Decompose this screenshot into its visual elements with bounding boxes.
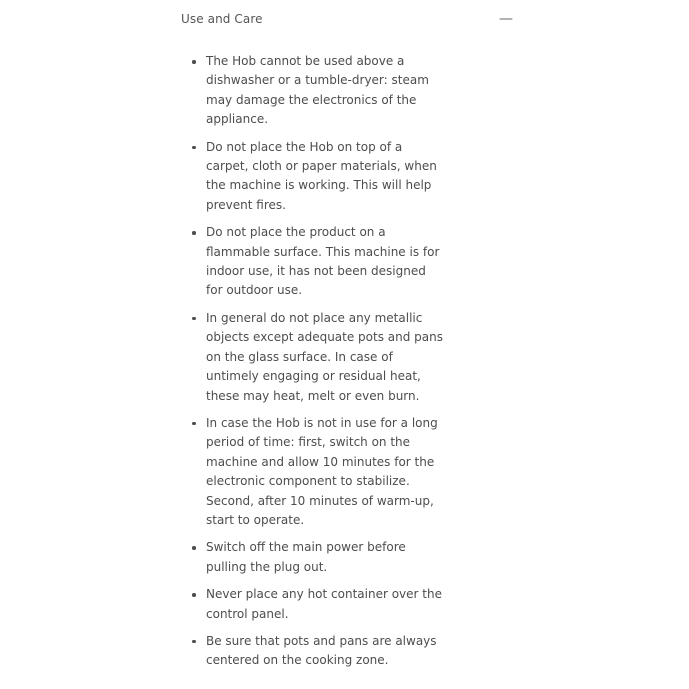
list-item: Do not place the Hob on top of a carpet, cloth or paper materials, when the machine is working. This will help prevent fires. [190,138,446,216]
list-item: In case the Hob is not in use for a long period of time: first, switch on the machine and allow 10 minutes for the electronic component to stabilize. Second, after 10 minutes of warm-up, start to operate. [190,414,446,530]
section-title: Use and Care [181,12,263,26]
list-item: Be sure that pots and pans are always centered on the cooking zone. [190,632,446,671]
list-item: Switch off the main power before pulling the plug out. [190,538,446,577]
list-item: In general do not place any metallic objects except adequate pots and pans on the glass surface. In case of untimely engaging or residual heat, these may heat, melt or even burn. [190,309,446,406]
accordion-content [181,38,516,671]
list-item: Never place any hot container over the control panel. [190,585,446,624]
minus-icon[interactable]: — [499,11,513,27]
list-item: Do not place the product on a flammable surface. This machine is for indoor use, it has not been designed for outdoor use. [190,223,446,301]
use-and-care-accordion [181,0,516,679]
accordion-header[interactable] [181,0,516,38]
care-instructions-list [190,52,446,671]
list-item: The Hob cannot be used above a dishwasher or a tumble-dryer: steam may damage the electronics of the appliance. [190,52,446,130]
